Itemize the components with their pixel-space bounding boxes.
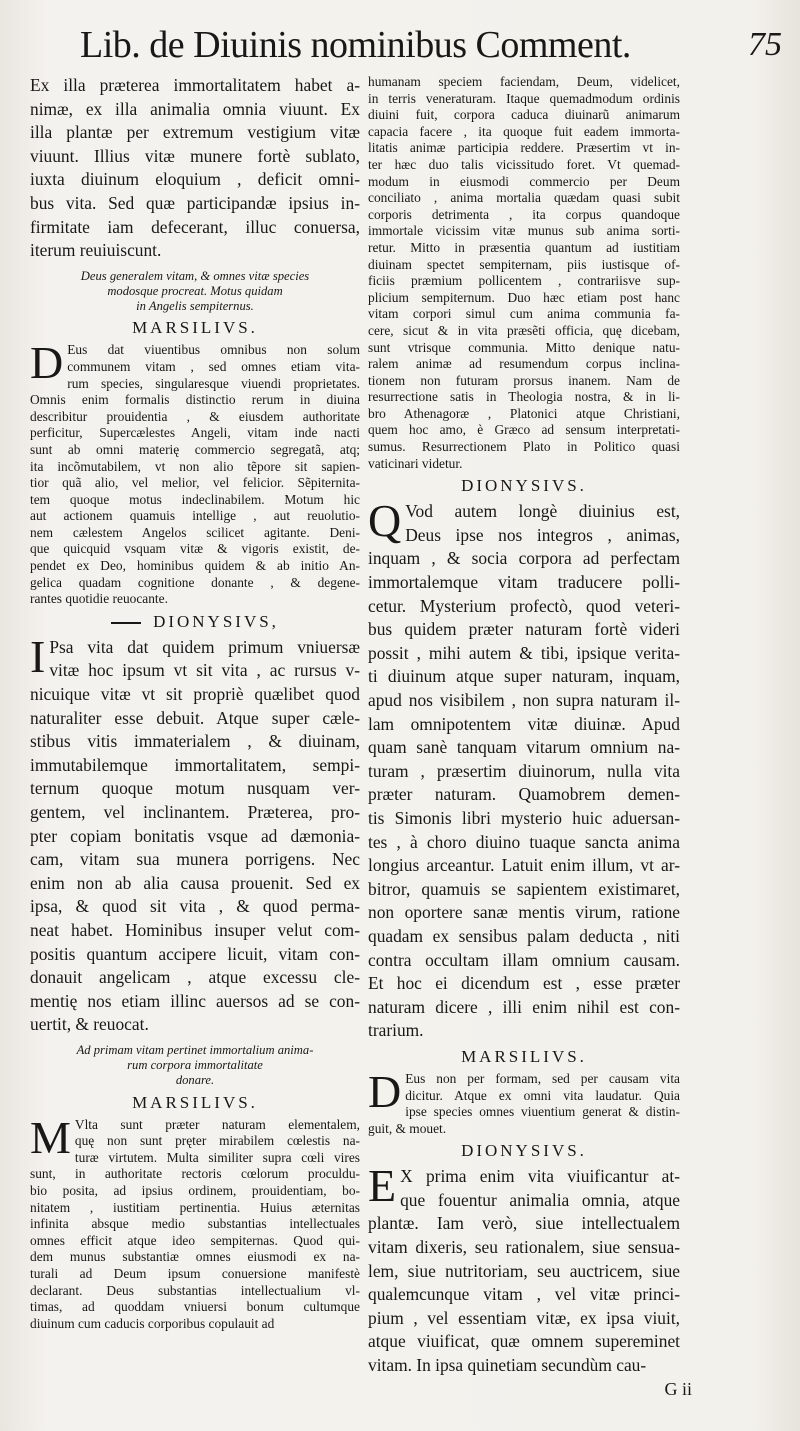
text-line: bio posita, ad ipsius ordinem, prouidentiam, bo- — [30, 1182, 360, 1198]
text-line: vitam dixeris, seu rationalem, siue sensua- — [368, 1237, 680, 1258]
text-line: in Angelis sempiternus. — [136, 299, 254, 314]
speaker-heading: MARSILIVS. — [132, 1092, 258, 1112]
text-line: firmitate iam defecerant, illuc conuersa, — [30, 216, 360, 237]
text-line: communem vitam , sed omnes etiam vita- — [67, 358, 360, 374]
text-line: pter copiam bonitatis vsque ad dæmonia- — [30, 825, 360, 846]
text-line: quę non sunt pręter mirabilem cœlestis na- — [74, 1133, 360, 1149]
text-line: atque viuificat, quæ omnem supereminet — [368, 1331, 680, 1352]
text-line: stibus vitis immaterialem , & diuinam, — [30, 731, 360, 752]
text-line: vaticinari videtur. — [368, 455, 463, 471]
text-line: in terris veneraturam. Itaque quemadmodum ordinis — [368, 90, 680, 106]
text-line: uertit, & reuocat. — [30, 1014, 149, 1035]
text-line: inquam , & socia corpora ad perfectam — [368, 548, 680, 569]
text-line: non oportere sanæ mentis virum, ratione — [368, 902, 680, 923]
text-line: pendet ex Deo, hominibus quidem & ab initio An- — [30, 558, 360, 574]
text-line: turali ad Deum ipsum conuersione manifestè — [30, 1265, 360, 1281]
text-line: lem, siue nutritoriam, seu auctricem, siue — [368, 1260, 680, 1281]
right-paragraph-4 — [368, 1160, 680, 1377]
text-line: retur. Mitto in præsentia quantum ad iustitiam — [368, 239, 680, 255]
text-line: modosque procreat. Motus quidam — [107, 283, 283, 298]
left-paragraph-4 — [30, 1111, 360, 1333]
left-column — [30, 74, 360, 1332]
text-line: Deus generalem vitam, & omnes vitæ species — [80, 268, 310, 283]
drop-capital: D — [368, 1065, 402, 1117]
page-header — [0, 14, 800, 76]
text-line: bus quidem præter naturam fortè videri — [368, 619, 680, 640]
text-line: Omnis enim formalis distinctio rerum in diuina — [30, 392, 360, 408]
text-line: tior quã alio, vel melior, vel felicior. Sẽpiternita- — [30, 475, 360, 491]
text-line: cere, sicut & in vita præsẽti officia, quę dicebam, — [368, 322, 680, 338]
text-line: perficitur, Supercælestes Angeli, vitam inde nacti — [30, 425, 360, 441]
text-line: naturam dicere , illi enim nihil est con- — [368, 996, 680, 1017]
text-line: positis quantum accipere licuit, vitam con- — [30, 943, 360, 964]
text-line: vitam corpori simul cum anima communia fa- — [368, 306, 680, 322]
text-line: sunt, in authoritate rectoris cœlorum proculdu- — [30, 1166, 360, 1182]
text-line: conciliato , anima mortalia quædam quasi subit — [368, 190, 680, 206]
text-line: Vlta sunt præter naturam elementalem, — [74, 1116, 360, 1132]
text-line: bitror, quamuis se sapientem existimaret, — [368, 878, 680, 899]
text-line: ralem animæ ad resumendum corpus inclina- — [368, 356, 680, 372]
text-line: longius arceantur. Latuit enim illum, vt ar- — [368, 855, 680, 876]
left-paragraph-1 — [30, 74, 360, 263]
text-line: ti diuinum atque super naturam, inquam, — [368, 666, 680, 687]
text-line: præter naturam. Quamobrem demen- — [368, 784, 680, 805]
text-line: timas, ad quoddam vniuersi bonum cultumque — [30, 1299, 360, 1315]
drop-capital: Q — [368, 495, 402, 547]
text-line: Vod autem longè diuinius est, — [405, 501, 680, 522]
right-paragraph-2 — [368, 495, 680, 1043]
text-line: cam, vitam sua munera porrigens. Nec — [30, 849, 360, 870]
text-line: humanam speciem faciendam, Deum, videlicet, — [368, 74, 680, 89]
text-line: trarium. — [368, 1020, 424, 1041]
running-title: Lib. de Diuinis nominibus Comment. — [80, 24, 631, 66]
text-line: viuunt. Illius vitæ munere fortè sublato, — [30, 145, 360, 166]
speaker-heading: DIONYSIVS. — [461, 1141, 587, 1161]
text-line: mentię nos etiam illinc auersos ad se con- — [30, 990, 360, 1011]
text-line: tes , à choro diuino tuaque sancta anima — [368, 831, 680, 852]
text-line: Et hoc ei dicendum est , esse præter — [368, 973, 680, 994]
text-line: possit , mihi autem & tibi, ipsique verita- — [368, 642, 680, 663]
text-line: tem quoque motus indeclinabilem. Motum hic — [30, 491, 360, 507]
drop-capital: M — [30, 1111, 71, 1163]
text-line: sunt ab omni materię commercio segregatã, atq; — [30, 441, 360, 457]
text-line: ficiis præmium pollicentem , contrariisve sup- — [368, 273, 680, 289]
signature-mark: G ii — [664, 1379, 692, 1399]
text-line: neat habet. Hominibus insuper velut com- — [30, 919, 360, 940]
speaker-heading: DIONYSIVS, — [30, 610, 360, 634]
text-line: contra occultam illam omnium causam. — [368, 949, 680, 970]
text-line: bus vita. Sed quæ participandæ ipsius in- — [30, 192, 360, 213]
text-line: lam omnipotentem vitæ diuinæ. Apud — [368, 713, 680, 734]
text-line: omnes efficit atque ideo sempiternas. Quod qui- — [30, 1232, 360, 1248]
text-line: Psa vita dat quidem primum vniuersæ — [49, 636, 360, 657]
drop-capital: E — [368, 1160, 397, 1212]
text-line: tionem non futuram prorsus inanem. Nam de — [368, 372, 680, 388]
text-line: Eus non per formam, sed per causam vita — [405, 1070, 680, 1086]
text-line: ipsa, & quod sit vita , & quod perma- — [30, 896, 360, 917]
text-line: aut actionem quamuis intellige , aut reuolutio- — [30, 508, 360, 524]
text-line: iuxta diuinum eloquium , deficit omni- — [30, 169, 360, 190]
text-line: donauit angelicam , atque excessu cle- — [30, 967, 360, 988]
text-line: quem hoc amo, è Græco ad sensum interpretati- — [368, 422, 680, 438]
left-marginal-note-1 — [30, 269, 360, 315]
text-line: enim non ab alia causa prouenit. Sed ex — [30, 872, 360, 893]
text-line: vitam. In ipsa quinetiam secundùm cau- — [368, 1355, 647, 1376]
text-line: plantæ. Iam verò, siue intellectualem — [368, 1213, 680, 1234]
right-column — [368, 74, 680, 1378]
text-line: quadam ex sensibus palam deducta , niti — [368, 925, 680, 946]
text-line: modum in eiusmodi commercio per Deum — [368, 173, 680, 189]
text-line: tis Simonis libri mysterio huic aduersan- — [368, 807, 680, 828]
text-line: immutabilemque immortalitatem, sempi- — [30, 754, 360, 775]
text-line: Deus ipse nos integros , animas, — [405, 524, 680, 545]
text-line: plicium sempiternum. Duo hæc etiam post hanc — [368, 289, 680, 305]
text-line: gelica quadam cognitione donante , & degene- — [30, 574, 360, 590]
text-line: que quicquid vsquam vitæ & vigoris existit, de- — [30, 541, 360, 557]
text-line: ter hæc duo talis vicissitudo foret. Vt quemad- — [368, 156, 680, 172]
left-paragraph-3 — [30, 630, 360, 1037]
text-line: nitatem , iustitiam pertinentia. Huius æternitas — [30, 1199, 360, 1215]
text-line: diuini fuit, corpora caduca diuinarũ animarum — [368, 107, 680, 123]
text-line: immortalemque vitam traducere polli- — [368, 572, 680, 593]
text-line: rum corpora immortalitate — [127, 1058, 263, 1073]
speaker-heading: MARSILIVS. — [461, 1046, 587, 1066]
text-line: turæ virtutem. Multa similiter supra cœli vires — [74, 1149, 360, 1165]
text-line: pium , vel essentiam vitæ, ex ipsa viuit, — [368, 1307, 680, 1328]
text-line: dicitur. Atque ex omni vita laudatur. Quia — [405, 1087, 680, 1103]
text-line: infinita absque medio substantias intellectuales — [30, 1216, 360, 1232]
right-paragraph-1 — [368, 74, 680, 472]
text-line: guit, & mouet. — [368, 1120, 447, 1136]
text-line: cetur. Mysterium profectò, quod veteri- — [368, 595, 680, 616]
text-line: iterum reuiuiscunt. — [30, 240, 162, 261]
text-line: rum species, singularesque viuendi proprietates. — [67, 375, 360, 391]
text-line: capacia facere , ita quoque fuit eadem immorta- — [368, 123, 680, 139]
left-marginal-note-2 — [30, 1043, 360, 1089]
text-line: rantes quotidie reuocante. — [30, 591, 168, 607]
text-line: nimæ, ex illa animalia omnia viuunt. Ex — [30, 98, 360, 119]
text-line: illa plantæ per extremum vestigium vitæ — [30, 122, 360, 143]
text-line: ipse species omnes viuentium generat & distin- — [405, 1104, 680, 1120]
text-line: diuinam spectet sempiternam, piis iustisque of- — [368, 256, 680, 272]
text-line: que fouentur animalia omnia, atque — [400, 1189, 680, 1210]
text-line: sumus. Resurrectionem Plato in Politico quasi — [368, 439, 680, 455]
drop-capital: D — [30, 337, 64, 389]
text-line: bro Athenagoræ , Platonici atque Christiani, — [368, 405, 680, 421]
text-line: Eus dat viuentibus omnibus non solum — [67, 342, 360, 358]
text-line: Ad primam vitam pertinet immortalium anima- — [76, 1042, 314, 1057]
text-line: quam sanè tanquam vitarum omnium na- — [368, 737, 680, 758]
speaker-heading: DIONYSIVS. — [461, 476, 587, 496]
text-line: resurrectione satis in Theologia nostra, & in li- — [368, 389, 680, 405]
text-line: nem cælestem Angelos scilicet agitante. Deni- — [30, 524, 360, 540]
text-line: declarant. Deus substantias intellectualium vl- — [30, 1282, 360, 1298]
text-line: dem munus substantiæ omnes eiusmodi ex na- — [30, 1249, 360, 1265]
text-line: naturaliter esse debuit. Atque super cæle- — [30, 707, 360, 728]
text-line: describitur prouidentia , & eiusdem authoritate — [30, 408, 360, 424]
text-line: gentem, vel inclinantem. Præterea, pro- — [30, 802, 360, 823]
left-paragraph-2 — [30, 337, 360, 608]
drop-capital: I — [30, 630, 46, 682]
speaker-heading: MARSILIVS. — [132, 318, 258, 338]
text-line: Ex illa præterea immortalitatem habet a- — [30, 75, 360, 95]
text-line: vitæ hoc ipsum vt sit vita , ac rursus v- — [49, 660, 360, 681]
text-line: immortale vicissim vitæ munus sub anima sorti- — [368, 223, 680, 239]
text-line: diuinum cum caducis corporibus copulauit ad — [30, 1315, 275, 1331]
text-line: nicuique vitæ vt sit propriè quælibet quod — [30, 684, 360, 705]
text-line: ternum quoque motum nusquam ver- — [30, 778, 360, 799]
text-line: turam , præsertim diuinorum, nulla vita — [368, 760, 680, 781]
page-number: 75 — [748, 26, 782, 63]
text-line: X prima enim vita viuificantur at- — [400, 1166, 680, 1187]
text-line: litatis animæ participia reddere. Præsertim vt in- — [368, 140, 680, 156]
right-paragraph-3 — [368, 1065, 680, 1137]
text-line: qualemcunque vitam , vel vitæ princi- — [368, 1284, 680, 1305]
text-line: sunt vtrisque communia. Mitto denique natu- — [368, 339, 680, 355]
text-line: donare. — [175, 1073, 215, 1088]
text-line: apud nos visibilem , non supra naturam il- — [368, 690, 680, 710]
text-line: ita incõmutabilem, vt non alio tẽpore sit sapien- — [30, 458, 360, 474]
text-line: corporis detrimenta , ita corpus quandoque — [368, 206, 680, 222]
